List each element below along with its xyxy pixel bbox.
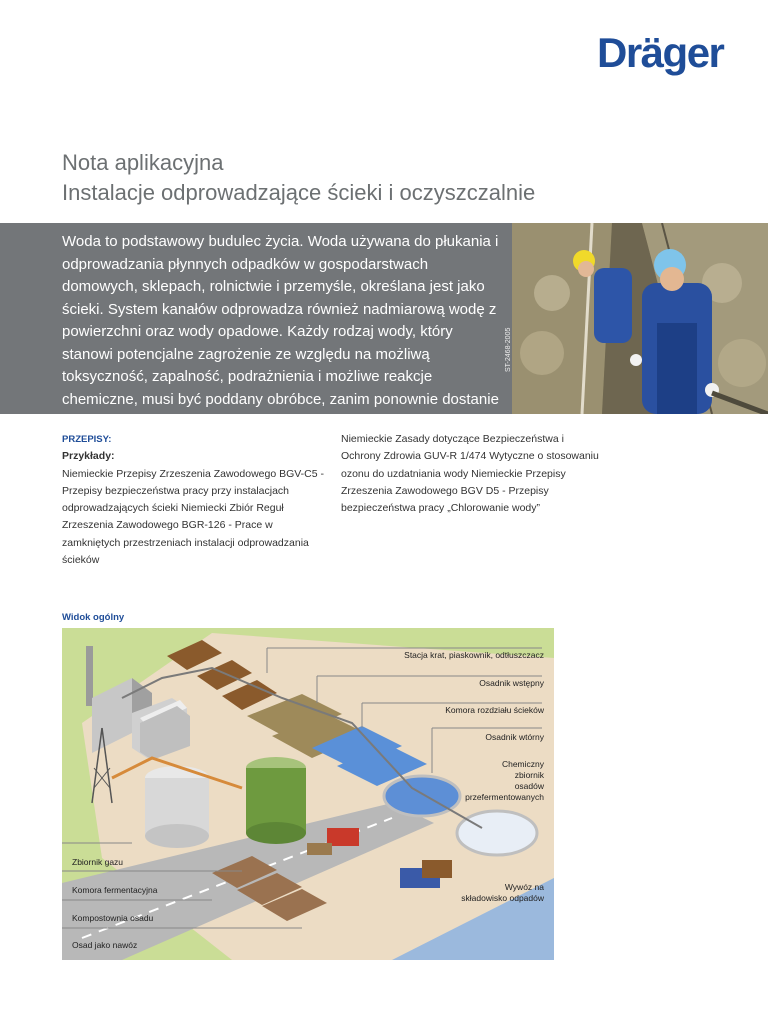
- label-transport-line-1: Wywóz na: [504, 882, 544, 892]
- regulations-right-text: Niemieckie Zasady dotyczące Bezpieczeństwa i Ochrony Zdrowia GUV-R 1/474 Wytyczne o stosowaniu ozonu do uzdatniania wody Niemieckie Przepisy Zrzeszenia Zawodowego BGV D5 - Przepisy bezpieczeństwa pracy „Chlorowanie wody”: [341, 433, 599, 515]
- title-line-1: Nota aplikacyjna: [62, 150, 224, 175]
- label-chemical-line-2: zbiornik: [514, 770, 544, 780]
- regulations-left-text: Niemieckie Przepisy Zrzeszenia Zawodowego BGV-C5 - Przepisy bezpieczeństwa pracy przy instalacjach odprowadzających ścieki Niemiecki Zbiór Reguł Zrzeszenia Zawodowego BGR-126 - Prace w zamkniętych przestrzeniach instalacji odprowadzania ścieków: [62, 467, 325, 567]
- page-title: [62, 148, 682, 208]
- regulations-right-column: [341, 431, 601, 517]
- photo-credit: ST-2468-2005: [505, 327, 512, 372]
- overview-label: Widok ogólny: [62, 612, 125, 623]
- label-composting: Kompostownia osadu: [72, 913, 154, 923]
- drager-logo: Dräger: [597, 29, 724, 76]
- regulations-left-column: [62, 431, 332, 569]
- label-fermentation-chamber: Komora fermentacyjna: [72, 885, 158, 895]
- label-fertilizer: Osad jako nawóz: [72, 940, 138, 950]
- label-distribution-chamber: Komora rozdziału ścieków: [445, 705, 544, 715]
- treatment-plant-diagram: [62, 628, 554, 960]
- intro-banner: [0, 223, 768, 430]
- label-transport-line-2: składowisko odpadów: [461, 893, 544, 903]
- intro-text: Woda to podstawowy budulec życia. Woda używana do płukania i odprowadzania płynnych odpadków w gospodarstwach domowych, sklepach, rolnictwie i przemyśle, określana jest jako ścieki. System kanałów odprowadza również nadmiarową wodę z powierzchni oraz wody opadowe. Każdy rodzaj wody, który stanowi potencjalne zagrożenie ze względu na możliwą toksyczność, zapalność, podrażnienia i możliwe reakcje chemiczne, musi być poddany obróbce, zanim ponownie dostanie się do obiegu.: [62, 233, 499, 430]
- label-chemical-line-3: osadów: [514, 781, 544, 791]
- label-screen-station: Stacja krat, piaskownik, odtłuszczacz: [404, 650, 544, 660]
- label-primary-settler: Osadnik wstępny: [479, 678, 544, 688]
- label-chemical-tank: [465, 759, 544, 803]
- examples-label: Przykłady:: [62, 450, 115, 463]
- label-secondary-settler: Osadnik wtórny: [485, 732, 544, 742]
- workers-photo: [512, 223, 768, 414]
- label-gas-tank: Zbiornik gazu: [72, 857, 124, 867]
- label-chemical-line-1: Chemiczny: [501, 759, 544, 769]
- label-transport: [461, 882, 544, 904]
- regulations-heading: PRZEPISY:: [62, 434, 112, 445]
- title-line-2: Instalacje odprowadzające ścieki i oczyszczalnie: [62, 180, 536, 205]
- label-chemical-line-4: przefermentowanych: [465, 792, 544, 802]
